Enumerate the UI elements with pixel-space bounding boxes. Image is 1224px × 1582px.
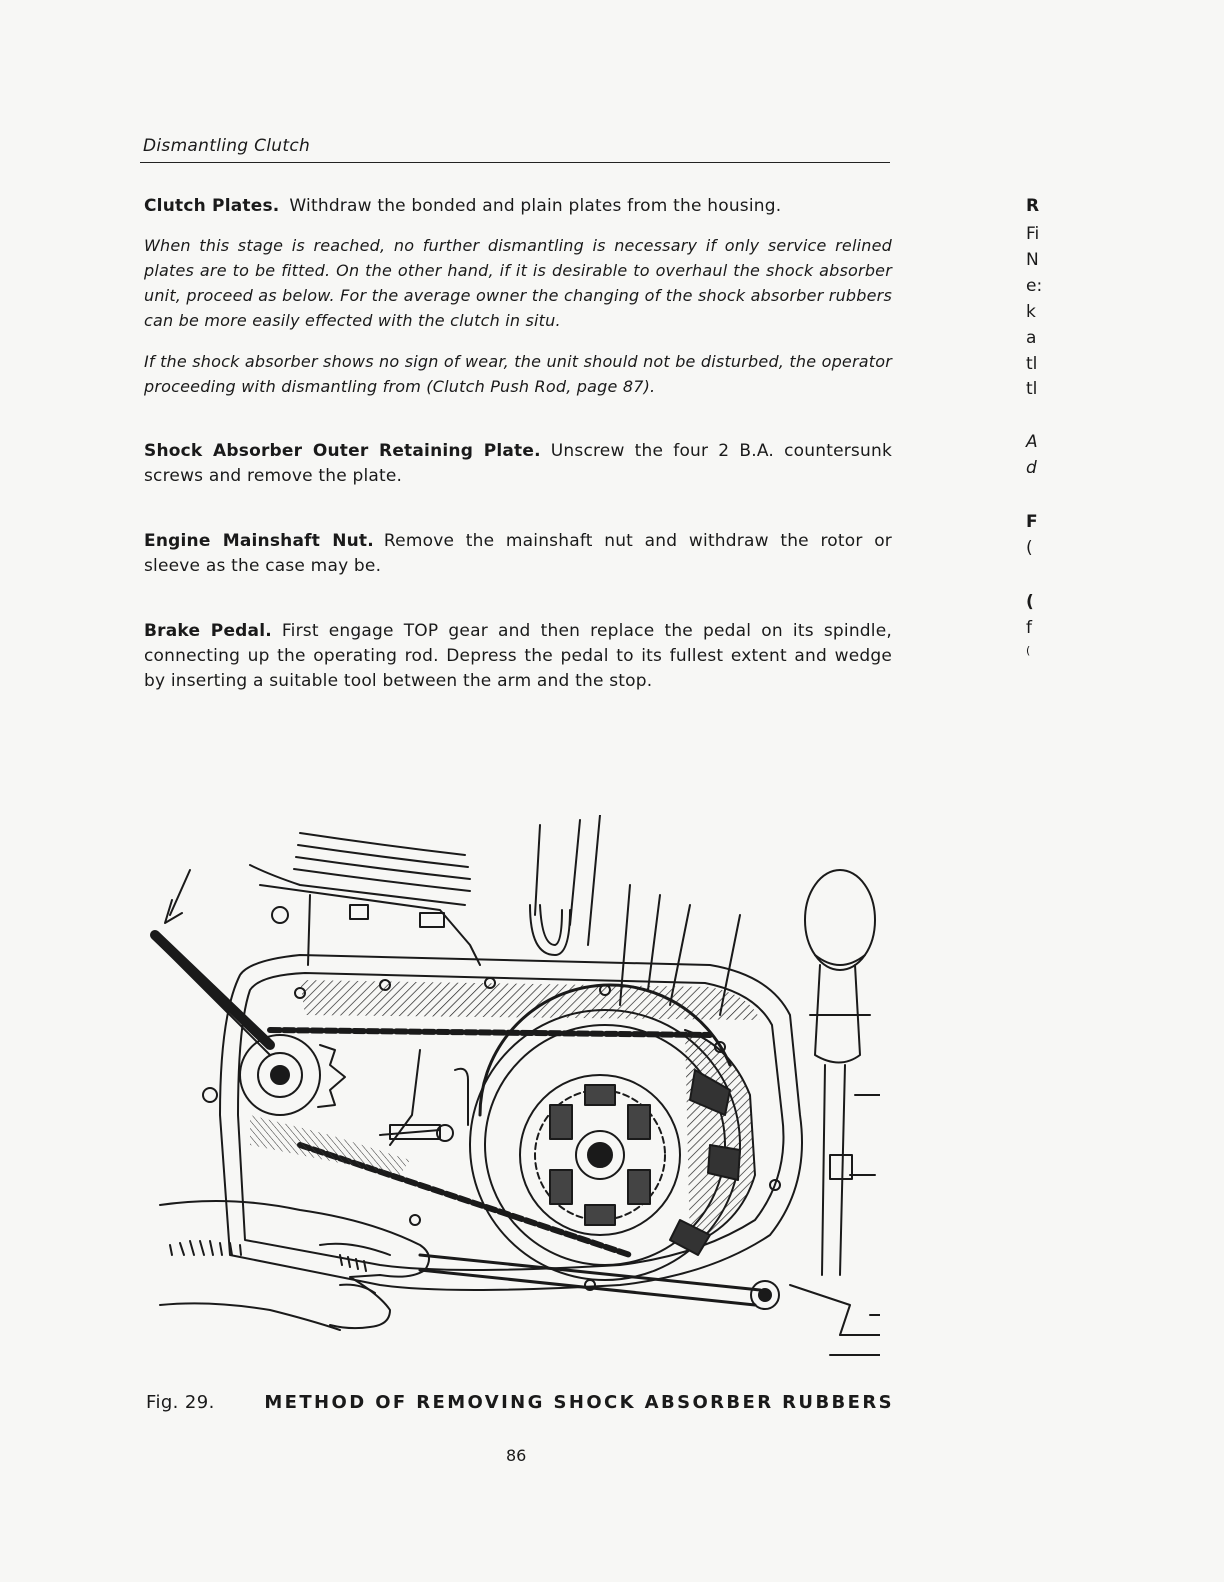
paragraph-mainshaft-nut	[144, 529, 892, 579]
running-header: Dismantling Clutch	[143, 136, 311, 156]
paragraph-brake-pedal	[144, 619, 892, 694]
margin-fragment: (	[1026, 592, 1034, 612]
paragraph-text: First engage TOP gear and then replace the pedal on its spindle, connecting up the operating rod. Depress the pedal to its fullest extent and wedge by inserting a suitable tool between the arm and the stop.	[144, 621, 892, 691]
paragraph-heading: Clutch Plates.	[144, 196, 280, 216]
paragraph-heading: Engine Mainshaft Nut.	[144, 531, 374, 551]
margin-fragment: (	[1026, 644, 1031, 657]
margin-fragment: f	[1026, 618, 1032, 638]
margin-fragment: tl	[1026, 379, 1038, 399]
paragraph-text: Withdraw the bonded and plain plates from the housing.	[289, 196, 782, 216]
margin-fragment: k	[1026, 302, 1036, 322]
header-rule	[140, 162, 890, 163]
figure-number: Fig. 29.	[146, 1392, 215, 1413]
page-number: 86	[506, 1446, 527, 1465]
paragraph-heading: Brake Pedal.	[144, 621, 272, 641]
clutch-illustration	[150, 815, 880, 1360]
paragraph-text: When this stage is reached, no further dismantling is necessary if only service relined plates are to be fitted. On the other hand, if it is desirable to overhaul the shock absorber unit, proceed as below. For the average owner the changing of the shock absorber rubbers can be more easily effected with the clutch in situ.	[144, 236, 892, 330]
margin-fragment: a	[1026, 328, 1037, 348]
paragraph-clutch-plates	[144, 194, 892, 219]
paragraph-note-no-wear	[144, 349, 892, 399]
figure-title: METHOD OF REMOVING SHOCK ABSORBER RUBBERS	[264, 1392, 894, 1413]
margin-fragment: e:	[1026, 276, 1043, 296]
paragraph-heading: Shock Absorber Outer Retaining Plate.	[144, 441, 541, 461]
margin-fragment: A	[1026, 432, 1038, 452]
margin-fragment: tl	[1026, 354, 1038, 374]
margin-fragment: Fi	[1026, 224, 1040, 244]
margin-fragment: d	[1026, 458, 1037, 478]
paragraph-note-stage-reached	[144, 233, 892, 333]
figure-caption	[146, 1392, 894, 1413]
margin-fragment: (	[1026, 538, 1033, 558]
margin-fragment: N	[1026, 250, 1039, 270]
paragraph-text: If the shock absorber shows no sign of wear, the unit should not be disturbed, the operator proceeding with dismantling from (Clutch Push Rod, page 87).	[144, 352, 892, 396]
paragraph-text: Remove the mainshaft nut and withdraw the rotor or sleeve as the case may be.	[144, 531, 892, 576]
paragraph-retaining-plate	[144, 439, 892, 489]
paragraph-text: Unscrew the four 2 B.A. countersunk screws and remove the plate.	[144, 441, 892, 486]
margin-fragment: R	[1026, 196, 1040, 216]
margin-fragment: F	[1026, 512, 1038, 532]
